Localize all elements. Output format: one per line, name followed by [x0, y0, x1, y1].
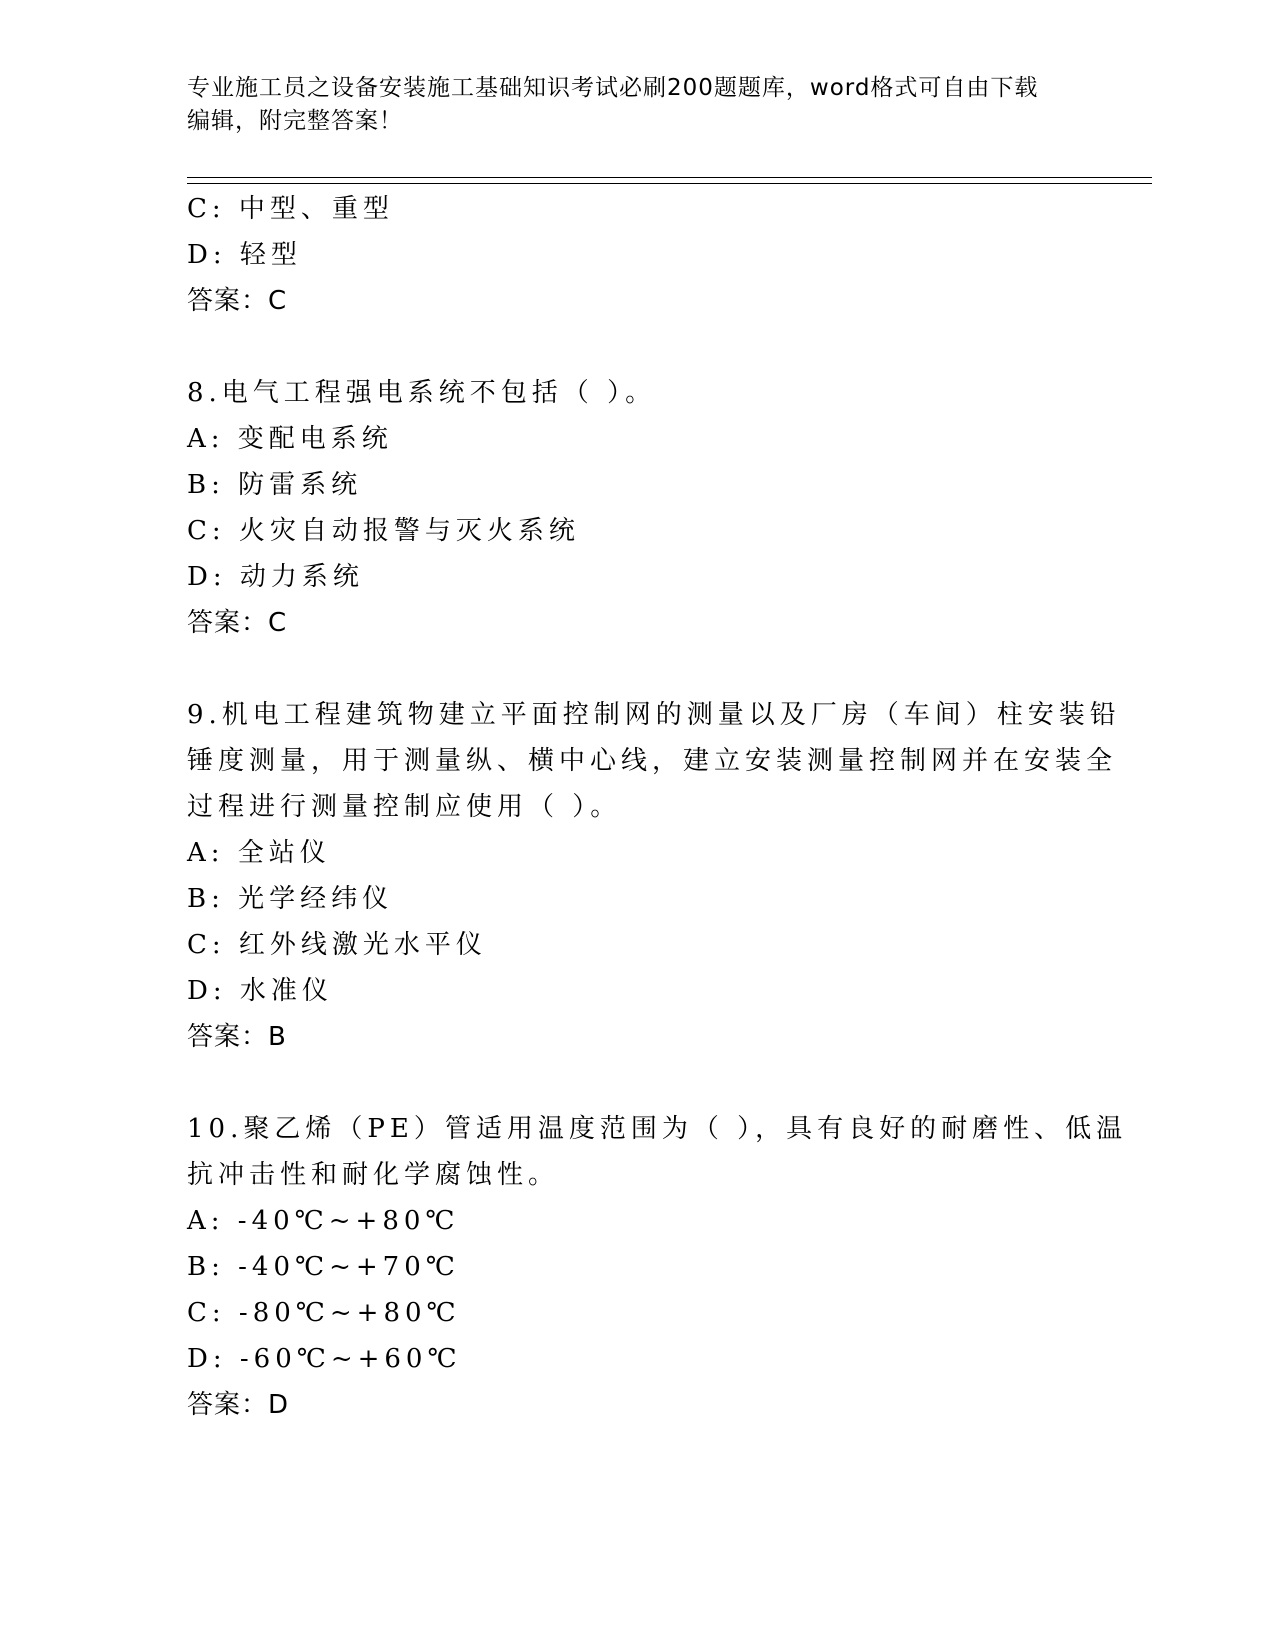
option-a: A: -40℃~+80℃ [187, 1206, 460, 1236]
option-c: C: 红外线激光水平仪 [187, 930, 487, 960]
question-stem-line-1: 10.聚乙烯（PE）管适用温度范围为（ ），具有良好的耐磨性、低温 [187, 1114, 1128, 1144]
spacer [187, 324, 1067, 370]
answer-label: 答案：D [187, 1390, 290, 1420]
question-9 [187, 692, 1121, 1060]
option-d: D: 水准仪 [187, 976, 333, 1006]
option-a: A: 全站仪 [187, 838, 331, 868]
question-stem-line-3: 过程进行测量控制应使用（ ）。 [187, 792, 622, 822]
header-title-line1: 专业施工员之设备安装施工基础知识考试必刷200题题库，word格式可自由下载 [187, 75, 1039, 101]
answer-label: 答案：B [187, 1022, 287, 1052]
header-title-line2: 编辑，附完整答案！ [187, 108, 403, 134]
option-d: D: 动力系统 [187, 562, 364, 592]
header-rule-top [187, 177, 1152, 178]
header-rule-bottom [187, 183, 1152, 184]
answer-label: 答案：C [187, 286, 288, 316]
question-stem-line-2: 锤度测量，用于测量纵、横中心线，建立安装测量控制网并在安装全 [187, 746, 1118, 776]
option-c: C: 火灾自动报警与灭火系统 [187, 516, 580, 546]
option-a: A: 变配电系统 [187, 424, 393, 454]
question-7-partial [187, 186, 1067, 324]
document-header [187, 72, 1077, 138]
option-c: C: -80℃~+80℃ [187, 1298, 461, 1328]
question-content [187, 186, 1128, 1428]
spacer [187, 646, 1067, 692]
question-stem: 8.电气工程强电系统不包括（ ）。 [187, 378, 657, 408]
option-b: B: 防雷系统 [187, 470, 363, 500]
question-stem-line-2: 抗冲击性和耐化学腐蚀性。 [187, 1160, 560, 1190]
answer-label: 答案：C [187, 608, 288, 638]
option-b: B: 光学经纬仪 [187, 884, 394, 914]
question-8 [187, 370, 1067, 646]
question-10 [187, 1106, 1128, 1428]
option-d: D: -60℃~+60℃ [187, 1344, 462, 1374]
spacer [187, 1060, 1067, 1106]
option-b: B: -40℃~+70℃ [187, 1252, 460, 1282]
option-c: C: 中型、重型 [187, 194, 394, 224]
option-d: D: 轻型 [187, 240, 302, 270]
question-stem-line-1: 9.机电工程建筑物建立平面控制网的测量以及厂房（车间）柱安装铅 [187, 700, 1121, 730]
